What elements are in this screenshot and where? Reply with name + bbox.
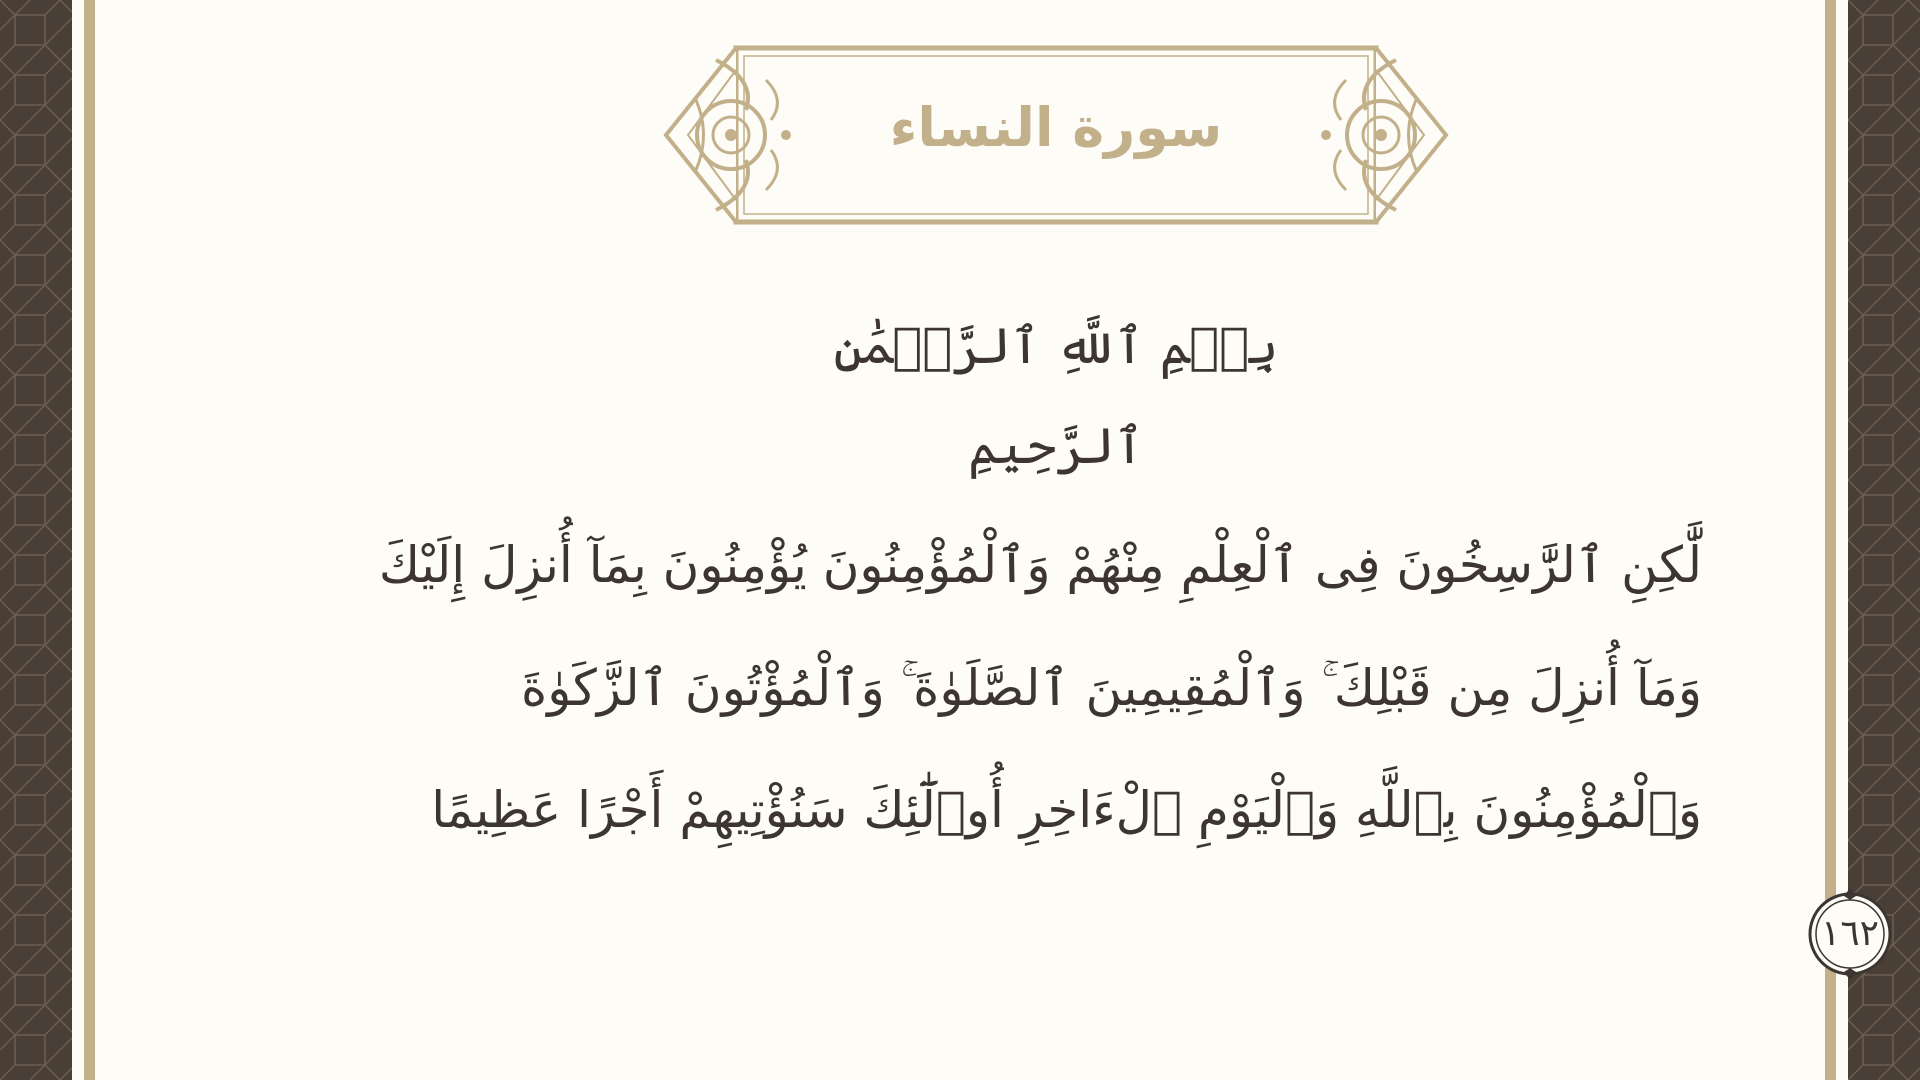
page-content <box>96 0 1879 1080</box>
surah-header-banner <box>596 40 1516 230</box>
verse-line-3: وَٱلْمُؤْمِنُونَ بِٱللَّهِ وَٱلْيَوْمِ ٱلْءَاخِرِ أُو۟لَٰٓئِكَ سَنُؤْتِيهِمْ أَجْرًا عَظِيمًا <box>431 781 1702 839</box>
verse-line-2: وَمَآ أُنزِلَ مِن قَبْلِكَ ۚ وَٱلْمُقِيمِينَ ٱلصَّلَوٰةَ ۚ وَٱلْمُؤْتُونَ ٱلزَّكَوٰةَ <box>521 659 1702 717</box>
surah-title: سورة النساء <box>889 96 1223 159</box>
ayah-number: ١٦٢ <box>1820 913 1879 954</box>
verse-line-1: لَّٰكِنِ ٱلرَّٰسِخُونَ فِى ٱلْعِلْمِ مِنْهُمْ وَٱلْمُؤْمِنُونَ يُؤْمِنُونَ بِمَآ أُنزِلَ إِلَيْكَ <box>378 536 1702 594</box>
left-gold-rule <box>84 0 95 1080</box>
left-ornamental-border <box>0 0 72 1080</box>
ayah-number-marker <box>1804 888 1896 980</box>
basmala: بِسۡمِ ٱللَّهِ ٱلرَّحۡمَٰنِ ٱلرَّحِيمِ <box>833 317 1279 475</box>
